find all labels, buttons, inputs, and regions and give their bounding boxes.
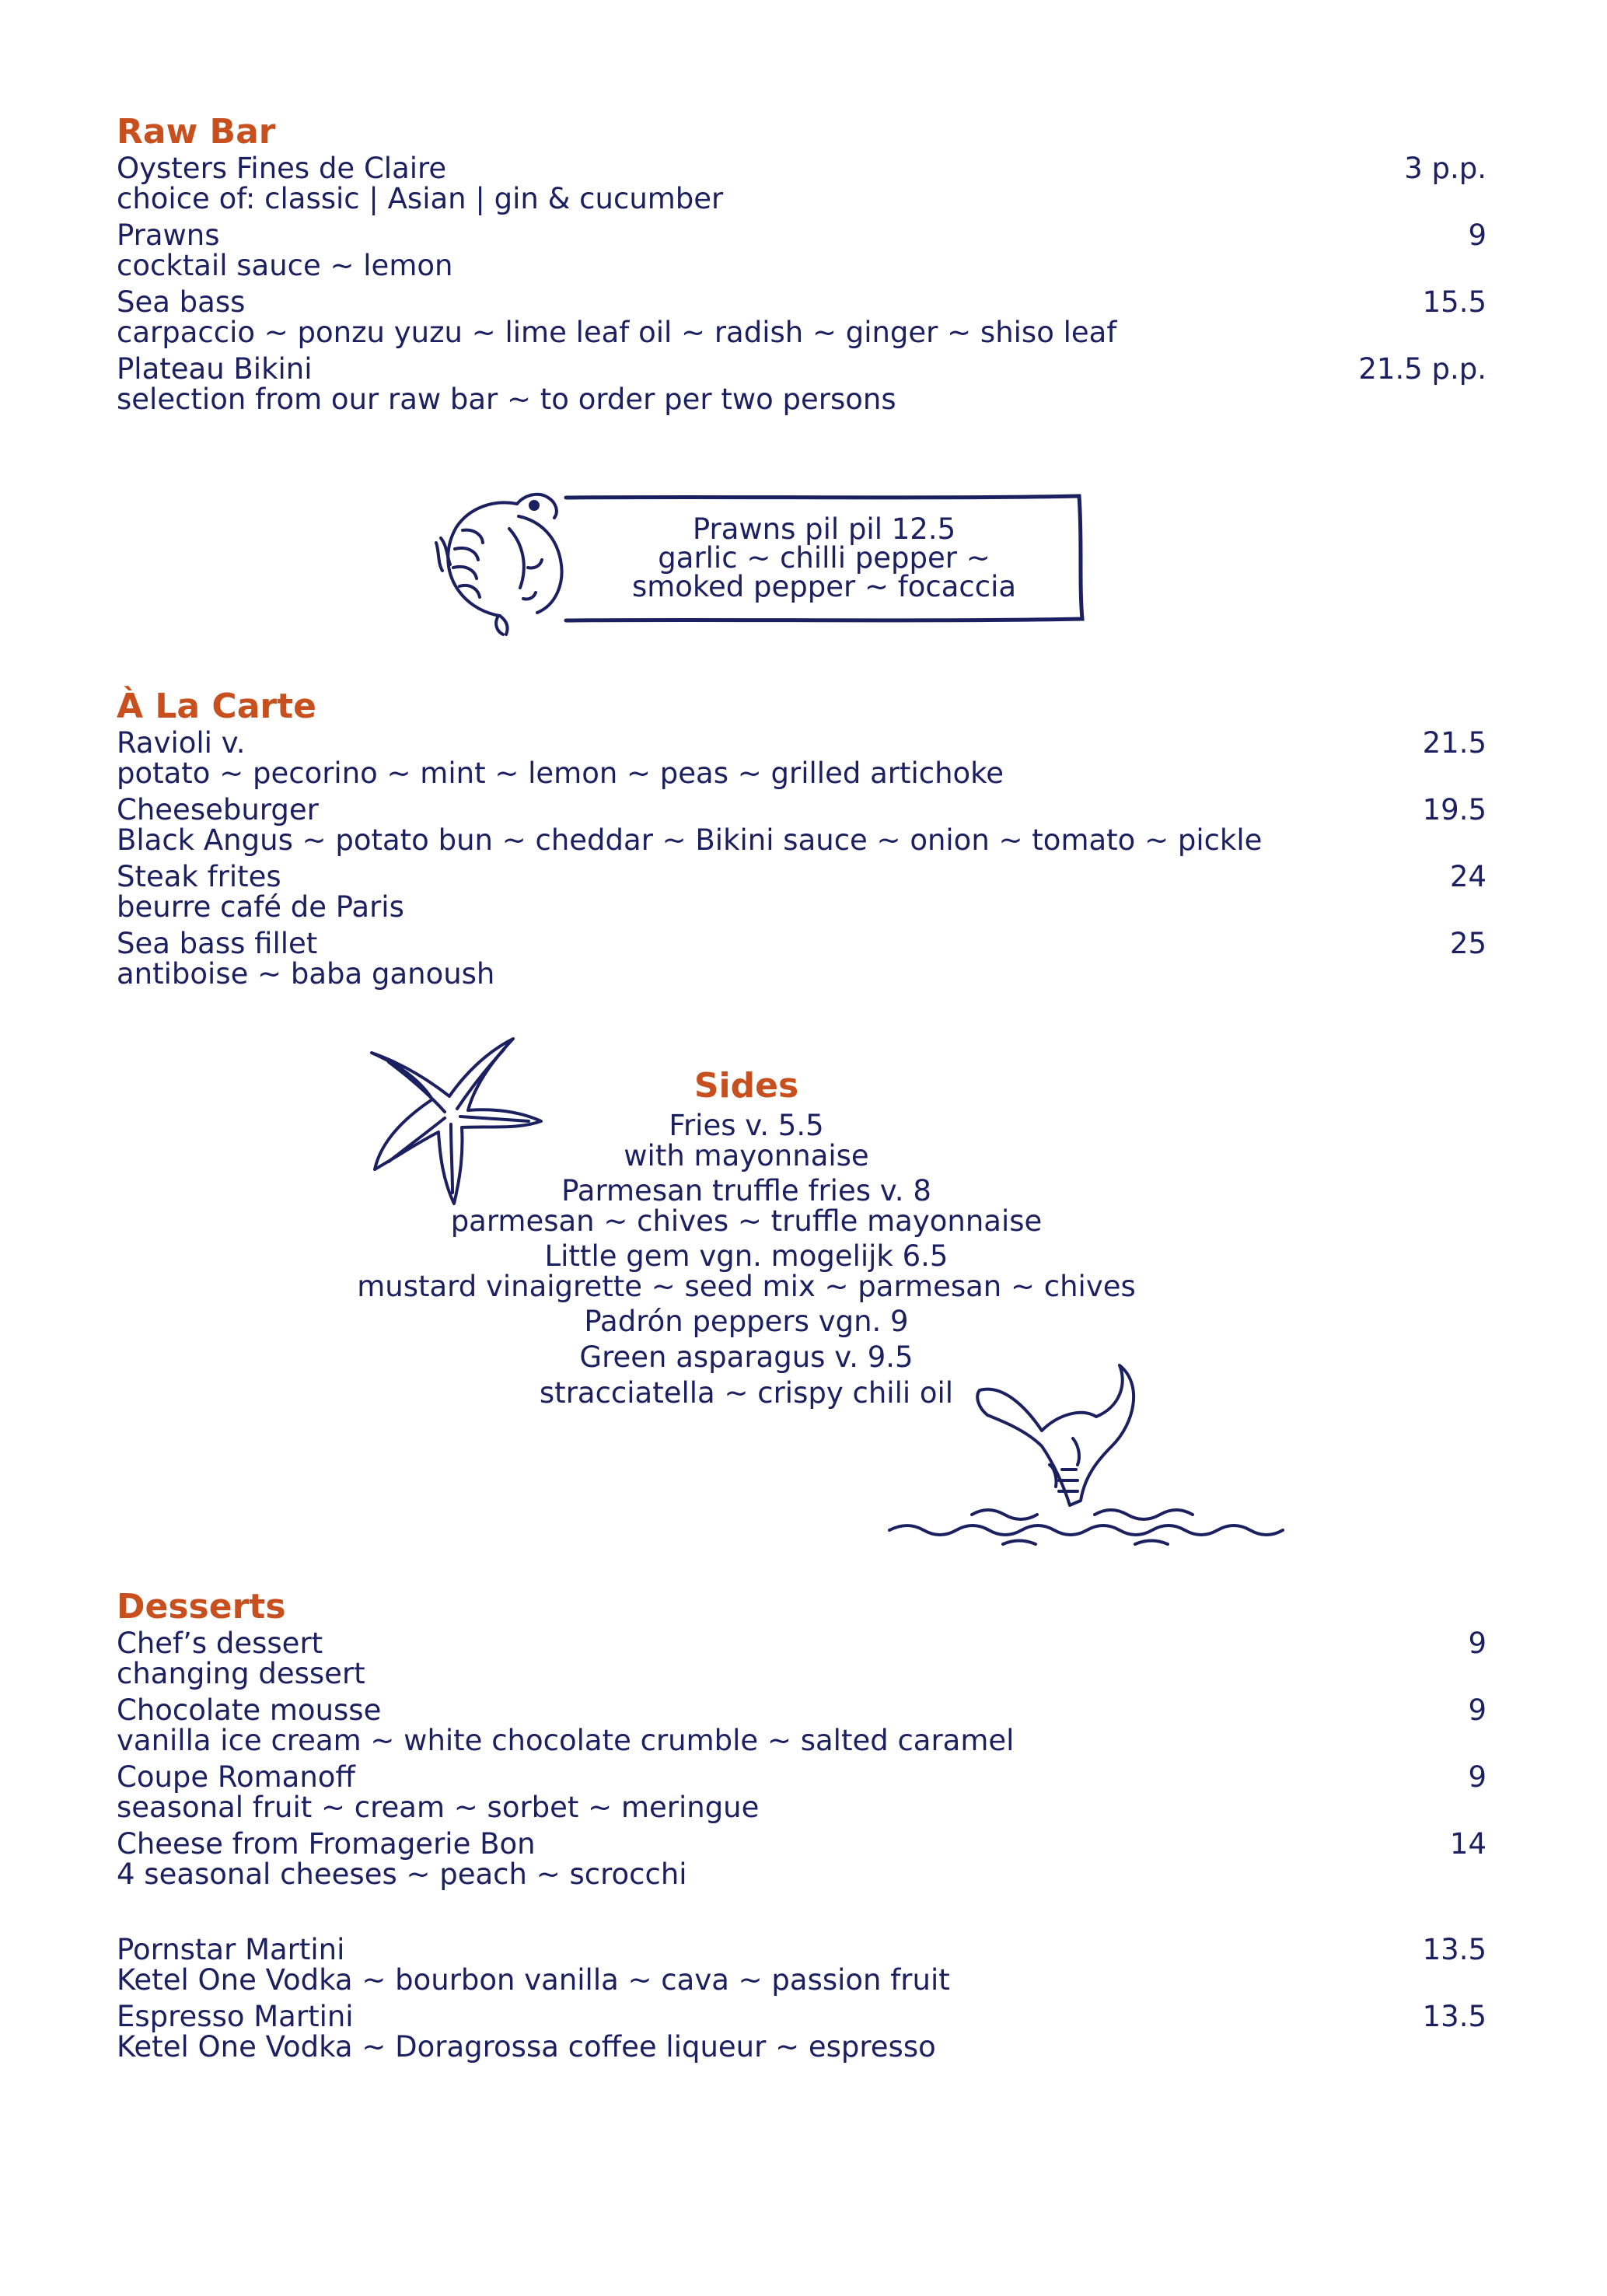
- item-price: 9: [1468, 1760, 1486, 1794]
- item-description: seasonal fruit ~ cream ~ sorbet ~ meringue: [117, 1791, 760, 1824]
- item-name: Prawns: [117, 218, 220, 252]
- side-tag-price: v. 8: [879, 1174, 931, 1207]
- item-description: choice of: classic | Asian | gin & cucumber: [117, 182, 724, 215]
- desserts-title: Desserts: [117, 1587, 286, 1627]
- item-price: 9: [1468, 218, 1486, 252]
- item-description: Ketel One Vodka ~ bourbon vanilla ~ cava ~ passion fruit: [117, 1963, 950, 1997]
- menu-item: [117, 728, 1486, 788]
- item-name-text: Ravioli: [117, 726, 212, 760]
- side-name-text: Parmesan truffle fries: [561, 1174, 872, 1207]
- side-extra-description: stracciatella ~ crispy chili oil: [539, 1376, 954, 1410]
- special-desc-line-1: garlic ~ chilli pepper ~: [658, 541, 990, 575]
- side-item: [311, 1110, 1182, 1171]
- menu-item: [117, 220, 1486, 281]
- item-price: 13.5: [1422, 1933, 1486, 1966]
- item-price: 21.5: [1422, 726, 1486, 760]
- item-description: 4 seasonal cheeses ~ peach ~ scrocchi: [117, 1857, 687, 1891]
- item-name: Cheese from Fromagerie Bon: [117, 1827, 536, 1861]
- whale-tail-illustration-icon: [886, 1361, 1291, 1547]
- side-tag-price: v. 5.5: [745, 1109, 824, 1142]
- side-description: mustard vinaigrette ~ seed mix ~ parmesan ~ chives: [357, 1270, 1136, 1303]
- menu-item: [117, 861, 1486, 922]
- side-item: [311, 1176, 1182, 1236]
- side-name-text: Padrón peppers: [584, 1305, 809, 1338]
- menu-item: [117, 928, 1486, 989]
- sides-title: Sides: [693, 1066, 799, 1106]
- sides-section: [311, 1067, 1182, 1409]
- menu-item: [117, 1762, 1486, 1822]
- item-description: beurre café de Paris: [117, 890, 404, 924]
- raw-bar-section: [117, 113, 1486, 421]
- menu-item: [117, 354, 1486, 414]
- item-price: 19.5: [1422, 793, 1486, 826]
- item-name: Chef’s dessert: [117, 1627, 323, 1660]
- side-name: [311, 1241, 1182, 1272]
- side-description: parmesan ~ chives ~ truffle mayonnaise: [450, 1204, 1043, 1238]
- item-price: 21.5 p.p.: [1358, 352, 1486, 386]
- side-name: [311, 1306, 1182, 1337]
- item-description: cocktail sauce ~ lemon: [117, 249, 453, 282]
- special-box: [560, 491, 1088, 624]
- side-name: [311, 1110, 1182, 1141]
- item-price: 9: [1468, 1627, 1486, 1660]
- item-name: Coupe Romanoff: [117, 1760, 355, 1794]
- side-item: [311, 1241, 1182, 1302]
- menu-item: [117, 1695, 1486, 1756]
- item-name: Cheeseburger: [117, 793, 319, 826]
- menu-item: [117, 153, 1486, 214]
- special-desc-line-2: smoked pepper ~ focaccia: [631, 570, 1017, 603]
- side-name-text: Fries: [669, 1109, 736, 1142]
- menu-item: [117, 1829, 1486, 1889]
- item-name: Oysters Fines de Claire: [117, 152, 447, 185]
- special-name: Prawns pil pil: [692, 512, 882, 546]
- item-description: Ketel One Vodka ~ Doragrossa coffee liqueur ~ espresso: [117, 2030, 936, 2064]
- side-tag-price: v. 9.5: [834, 1340, 914, 1374]
- side-description: with mayonnaise: [624, 1139, 869, 1172]
- item-description: potato ~ pecorino ~ mint ~ lemon ~ peas ~ grilled artichoke: [117, 757, 1004, 790]
- prawn-illustration-icon: [431, 482, 571, 638]
- side-tag-price: vgn. mogelijk 6.5: [699, 1239, 948, 1273]
- item-price: 14: [1449, 1827, 1486, 1861]
- item-price: 15.5: [1422, 285, 1486, 319]
- a-la-carte-section: [117, 687, 1486, 995]
- item-name: Steak frites: [117, 860, 281, 893]
- menu-item: [117, 795, 1486, 855]
- item-description: antiboise ~ baba ganoush: [117, 957, 495, 991]
- side-name-text: Green asparagus: [579, 1340, 826, 1374]
- item-price: 25: [1449, 927, 1486, 960]
- menu-item: [117, 2001, 1486, 2062]
- item-description: Black Angus ~ potato bun ~ cheddar ~ Bikini sauce ~ onion ~ tomato ~ pickle: [117, 823, 1263, 857]
- item-description: changing dessert: [117, 1657, 365, 1690]
- side-name-text: Little gem: [544, 1239, 690, 1273]
- item-name: Plateau Bikini: [117, 352, 313, 386]
- raw-bar-title: Raw Bar: [117, 112, 276, 152]
- special-price: 12.5: [891, 512, 956, 546]
- menu-item: [117, 1628, 1486, 1689]
- item-description: vanilla ice cream ~ white chocolate crumble ~ salted caramel: [117, 1724, 1015, 1757]
- item-name: Sea bass fillet: [117, 927, 318, 960]
- item-tag: v.: [221, 726, 246, 760]
- item-name: Espresso Martini: [117, 2000, 354, 2033]
- menu-item: [117, 287, 1486, 348]
- item-name: Pornstar Martini: [117, 1933, 345, 1966]
- side-tag-price: vgn. 9: [818, 1305, 909, 1338]
- item-price: 24: [1449, 860, 1486, 893]
- item-description: selection from our raw bar ~ to order per two persons: [117, 383, 896, 416]
- item-name: [117, 728, 1486, 759]
- item-description: carpaccio ~ ponzu yuzu ~ lime leaf oil ~ radish ~ ginger ~ shiso leaf: [117, 316, 1117, 349]
- cocktails-section: [117, 1934, 1486, 2068]
- a-la-carte-title: À La Carte: [117, 687, 316, 726]
- item-price: 13.5: [1422, 2000, 1486, 2033]
- item-price: 9: [1468, 1693, 1486, 1727]
- item-name: Sea bass: [117, 285, 246, 319]
- side-name: [311, 1176, 1182, 1207]
- item-price: 3 p.p.: [1404, 152, 1486, 185]
- side-item: [311, 1306, 1182, 1337]
- menu-item: [117, 1934, 1486, 1995]
- item-name: Chocolate mousse: [117, 1693, 382, 1727]
- special-text: [560, 512, 1088, 603]
- desserts-section: [117, 1588, 1486, 1896]
